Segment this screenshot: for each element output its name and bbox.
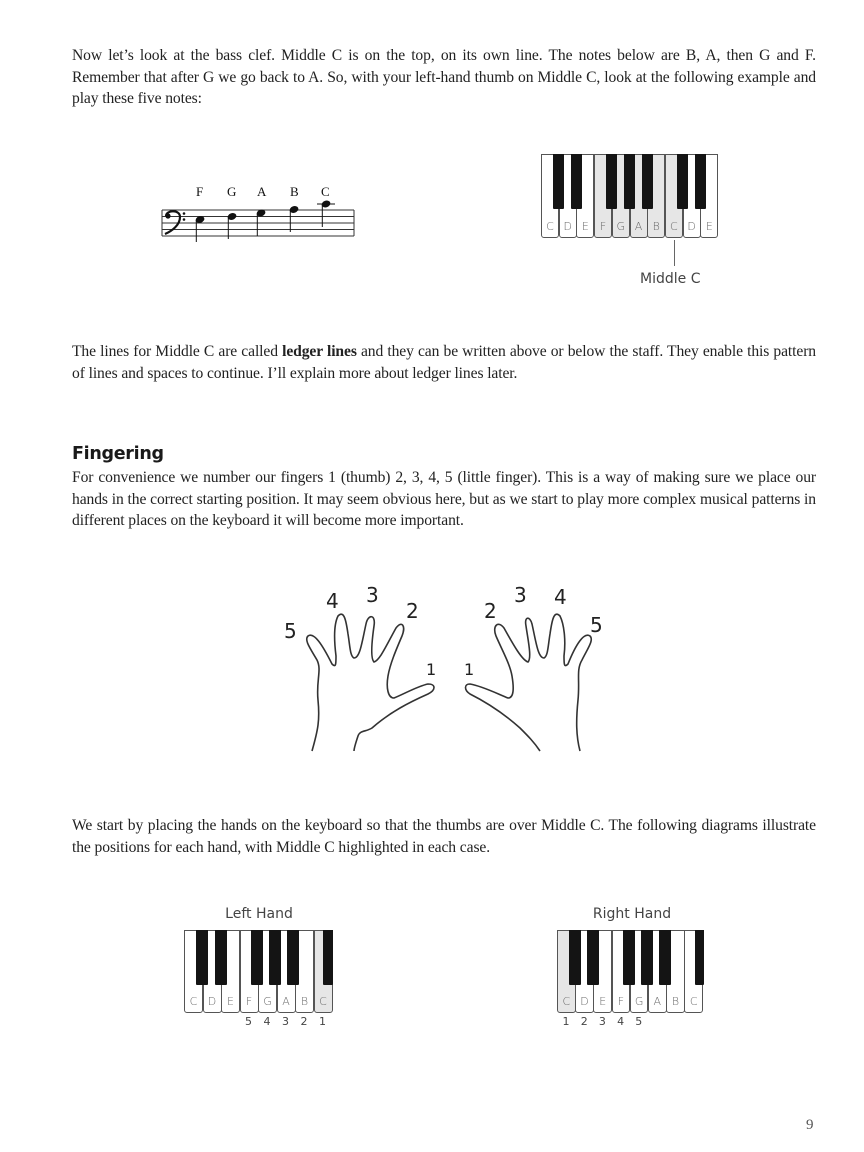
ledger-lines-term: ledger lines (282, 343, 357, 360)
white-key-e: E (221, 930, 240, 1013)
black-key (553, 154, 564, 209)
black-key (623, 930, 635, 985)
white-key-g: G (258, 930, 277, 1013)
white-key-e: E (576, 154, 594, 238)
finger-number-right-3: 3 (514, 583, 527, 607)
finger-number-left-5: 5 (284, 619, 297, 643)
white-key-f: F (240, 930, 259, 1013)
right-hand-keyboard-diagram (557, 930, 703, 1013)
black-key (196, 930, 208, 985)
white-key-b: B (295, 930, 314, 1013)
note-label-g: G (227, 184, 237, 199)
right-hand-title: Right Hand (592, 906, 672, 922)
black-key (287, 930, 299, 985)
top-keyboard-diagram (541, 154, 718, 238)
white-key-b: B (647, 154, 665, 238)
black-key (587, 930, 599, 985)
left-hand-keyboard-diagram (184, 930, 332, 1013)
white-key-a: A (630, 154, 648, 238)
white-key-a: A (648, 930, 667, 1013)
white-key-d2: D (683, 154, 701, 238)
black-key (251, 930, 263, 985)
black-key (569, 930, 581, 985)
black-key (642, 154, 653, 209)
finger-number-right-2: 2 (484, 599, 497, 623)
hands-finger-numbering-illustration (270, 580, 620, 765)
white-key-g: G (630, 930, 649, 1013)
intro-paragraph: Now let’s look at the bass clef. Middle C is on the top, on its own line. The notes below are B, A, then G and F. Remember that after G we go back to A. So, with your left-hand thumb on Middle C, look at the following example and play these five notes: (72, 47, 816, 107)
white-key-g: G (612, 154, 630, 238)
middle-c-label: Middle C (640, 271, 701, 287)
black-key (659, 930, 671, 985)
finger-number-left-1: 1 (426, 660, 437, 679)
page-number: 9 (806, 1117, 814, 1133)
left-hand-title: Left Hand (225, 906, 293, 922)
placing-paragraph: We start by placing the hands on the keyboard so that the thumbs are over Middle C. The following diagrams illustrate the positions for each hand, with Middle C highlighted in each case. (72, 817, 816, 856)
ledger-lines-paragraph: The lines for Middle C are called ledger lines and they can be written above or below the staff. They enable this pattern of lines and spaces to continue. I’ll explain more about ledger lines later. (72, 343, 816, 382)
white-key-middle-c-highlighted: C (314, 930, 333, 1013)
white-key-e: E (593, 930, 612, 1013)
bass-clef-staff (150, 180, 370, 250)
black-key (215, 930, 227, 985)
white-key-c: C (541, 154, 559, 238)
finger-number-right-1: 1 (464, 660, 475, 679)
finger-number-left-2: 2 (406, 599, 419, 623)
note-label-b: B (290, 184, 299, 199)
white-key-f: F (594, 154, 612, 238)
section-heading-fingering: Fingering (72, 444, 164, 464)
finger-number-right-4: 4 (554, 585, 567, 609)
middle-c-pointer (674, 240, 675, 266)
white-key-e2: E (700, 154, 718, 238)
black-key (695, 930, 704, 985)
note-label-a: A (257, 184, 267, 199)
finger-number-left-3: 3 (366, 583, 379, 607)
white-key-f: F (612, 930, 631, 1013)
left-hand-finger-numbers: 5 4 3 2 1 (245, 1015, 326, 1028)
finger-number-left-4: 4 (326, 589, 339, 613)
white-key-middle-c: C (665, 154, 683, 238)
black-key (695, 154, 706, 209)
note-label-f: F (196, 184, 204, 199)
white-key-d: D (575, 930, 594, 1013)
black-key (677, 154, 688, 209)
black-key (606, 154, 617, 209)
black-key (323, 930, 333, 985)
black-key (641, 930, 653, 985)
note-label-c: C (321, 184, 330, 199)
white-key-c2: C (684, 930, 703, 1013)
white-key-b: B (666, 930, 685, 1013)
black-key (571, 154, 582, 209)
black-key (269, 930, 281, 985)
white-key-a: A (277, 930, 296, 1013)
fingering-paragraph: For convenience we number our fingers 1 (thumb) 2, 3, 4, 5 (little finger). This is a way of making sure we place our hands in the correct starting position. It may seem obvious here, but as we start to play more complex musical patterns in different places on the keyboard it will become more important. (72, 469, 816, 529)
finger-number-right-5: 5 (590, 613, 603, 637)
white-key-d: D (559, 154, 577, 238)
white-key-c: C (184, 930, 203, 1013)
white-key-d: D (203, 930, 222, 1013)
white-key-middle-c-highlighted: C (557, 930, 576, 1013)
right-hand-finger-numbers: 1 2 3 4 5 (562, 1015, 643, 1028)
black-key (624, 154, 635, 209)
